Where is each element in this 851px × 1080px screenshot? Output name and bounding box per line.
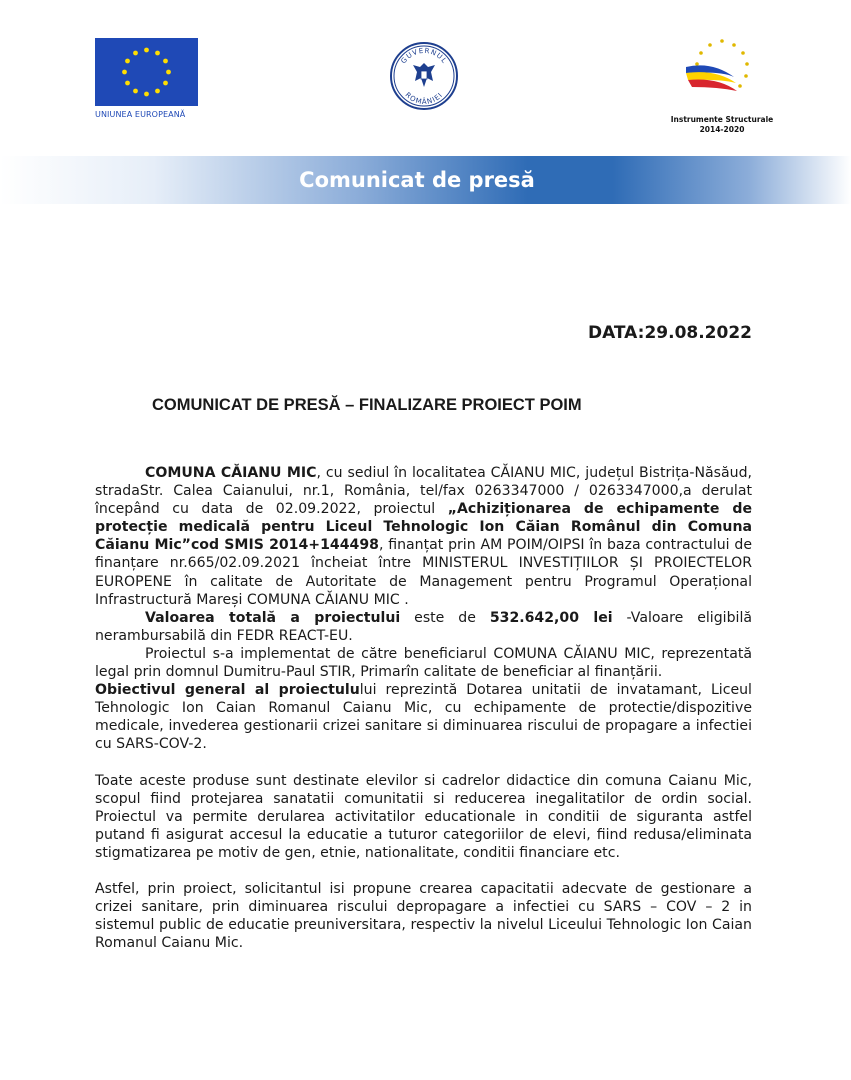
- government-seal-logo: [389, 41, 459, 111]
- svg-text:ROMÂNIEI: ROMÂNIEI: [403, 90, 445, 107]
- is-label-line2: 2014-2020: [699, 125, 745, 134]
- paragraph-implementation: Proiectul s-a implementat de către beneficiarul COMUNA CĂIANU MIC, reprezentată legal prin domnul Dumitru-Paul STIR, Primarîn calitate de beneficiar al finanțării.: [95, 645, 752, 681]
- paragraph-value: Valoarea totală a proiectului este de 532.642,00 lei -Valoare eligibilă nerambursabilă din FEDR REACT-EU.: [95, 609, 753, 644]
- is-label-line1: Instrumente Structurale: [670, 115, 774, 124]
- document-body: [95, 464, 752, 952]
- structural-instruments-label: [662, 115, 782, 135]
- eu-flag-logo: [95, 38, 198, 106]
- document-date: DATA:29.08.2022: [587, 323, 752, 343]
- banner-title: Comunicat de presă: [299, 168, 535, 192]
- project-value: 532.642,00 lei: [489, 609, 613, 626]
- paragraph-purpose: Astfel, prin proiect, solicitantul isi propune crearea capacitatii adecvate de gestionare a crizei sanitare, prin diminuarea riscului depropagare a infectiei cu SARS – COV – 2 in sistemul public de educatie preuniversitara, respectiv la nivelul Liceului Tehnologic Ion Caian Romanul Caianu Mic.: [95, 880, 752, 952]
- eu-label: UNIUNEA EUROPEANĂ: [95, 110, 186, 119]
- project-title: „Achiziționarea de echipamente de protecție medicală pentru Liceul Tehnologic Ion Căian Românul din Comuna Căianu Mic”cod SMIS 2014+144498: [95, 501, 753, 554]
- svg-text:GUVERNUL: GUVERNUL: [399, 46, 449, 66]
- structural-instruments-logo: [682, 35, 762, 110]
- paragraph-objective: Obiectivul general al proiectulului reprezintă Dotarea unitatii de invatamant, Liceul Tehnologic Ion Caian Romanul Caianu Mic, cu echipamente de protectie/dispozitive medicale, invederea gestionarii crizei sanitare si diminuarea riscului de propagare a infectiei cu SARS-COV-2.: [95, 682, 752, 753]
- document-heading: COMUNICAT DE PRESĂ – FINALIZARE PROIECT POIM: [152, 396, 582, 414]
- paragraph-beneficiaries: Toate aceste produse sunt destinate elevilor si cadrelor didactice din comuna Caianu Mic, scopul fiind protejarea sanatatii comunitatii si reducerea inegalitatilor de ordin social. Proiectul va permite derularea activitatilor educationale in conditii de siguranta astfel putand fi asigurat accesul la educatie a tuturor categoriilor de elevi, fiind redusa/eliminata stigmatizarea pe motiv de gen, etnie, nationalitate, conditii financiare etc.: [95, 772, 752, 861]
- beneficiary-name: COMUNA CĂIANU MIC: [145, 465, 317, 481]
- paragraph-intro: COMUNA CĂIANU MIC, cu sediul în localitatea CĂIANU MIC, județul Bistrița-Năsăud, stradaStr. Calea Caianului, nr.1, România, tel/fax 0263347000 / 0263347000,a derulat începând cu data de 02.09.2022, proiectul „Achiziționarea de echipamente de protecție medicală pentru Liceul Tehnologic Ion Căian Românul din Comuna Căianu Mic”cod SMIS 2014+144498, finanțat prin AM POIM/OIPSI în baza contractului de finanțare nr.665/02.09.2021 încheiat între MINISTERUL INVESTIȚIILOR ȘI PROIECTELOR EUROPENE în calitate de Autoritate de Management pentru Programul Operațional Infrastructură Mareși COMUNA CĂIANU MIC .: [95, 465, 753, 608]
